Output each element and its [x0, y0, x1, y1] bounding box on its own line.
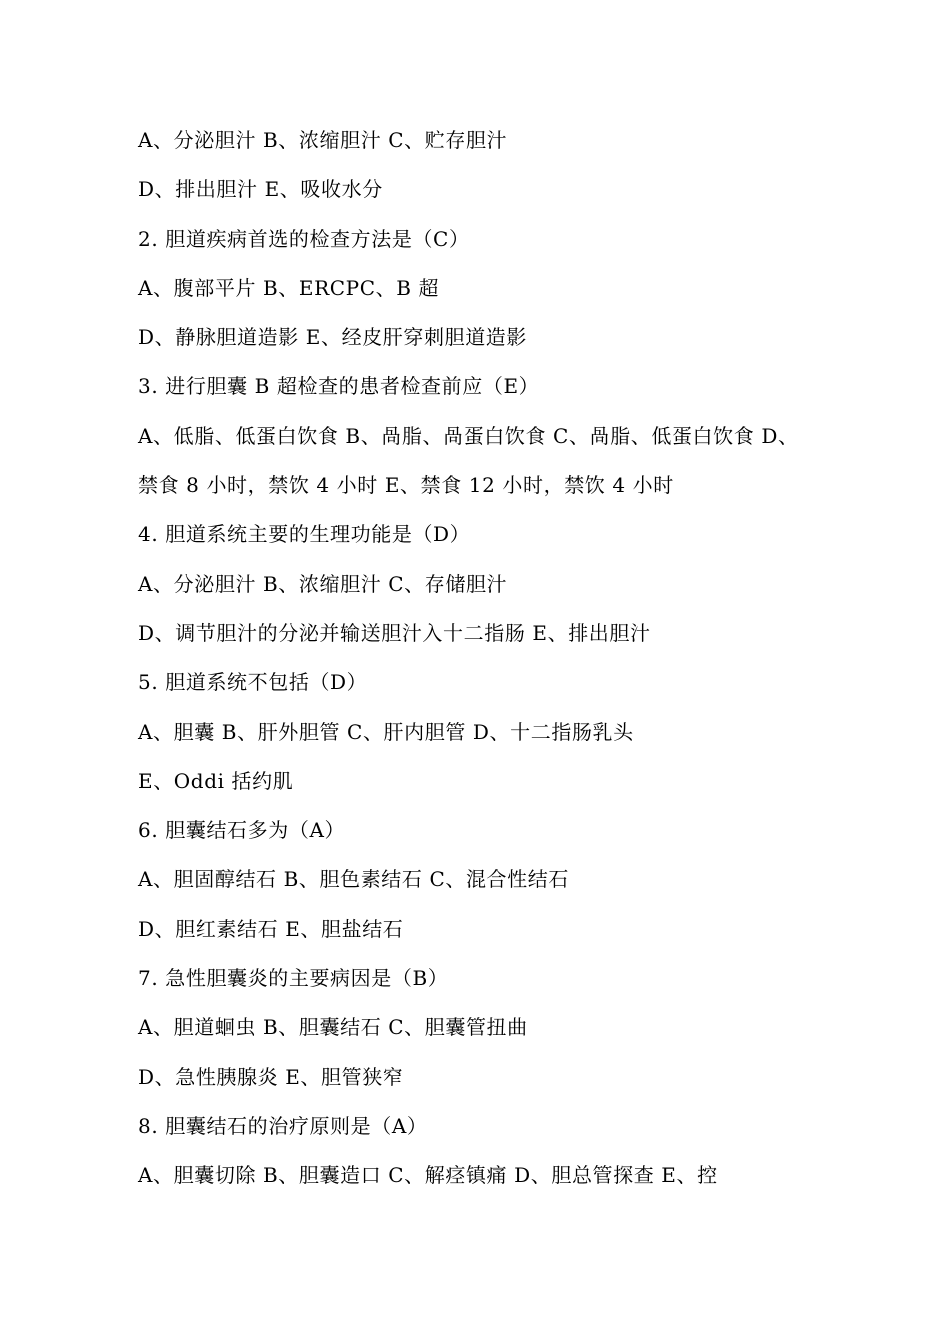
- text-line: 禁食 8 小时，禁饮 4 小时 E、禁食 12 小时，禁饮 4 小时: [138, 473, 674, 498]
- text-line: D、胆红素结石 E、胆盐结石: [138, 916, 404, 941]
- text-block: [138, 122, 838, 1207]
- question-line: 2. 胆道疾病首选的检查方法是（C）: [138, 226, 470, 251]
- text-line: A、胆囊切除 B、胆囊造口 C、解痉镇痛 D、胆总管探查 E、控: [138, 1163, 718, 1188]
- text-line: A、胆固醇结石 B、胆色素结石 C、混合性结石: [138, 867, 569, 892]
- text-line: A、胆囊 B、肝外胆管 C、肝内胆管 D、十二指肠乳头: [138, 719, 634, 744]
- text-line: D、调节胆汁的分泌并输送胆汁入十二指肠 E、排出胆汁: [138, 620, 651, 645]
- question-line: 3. 进行胆囊 B 超检查的患者检查前应（E）: [138, 374, 540, 399]
- text-line: A、低脂、低蛋白饮食 B、咼脂、咼蛋白饮食 C、咼脂、低蛋白饮食 D、: [138, 423, 799, 448]
- question-line: 7. 急性胆囊炎的主要病因是（B）: [138, 966, 449, 991]
- question-line: 5. 胆道系统不包括（D）: [138, 670, 368, 695]
- text-line: D、静脉胆道造影 E、经皮肝穿刺胆道造影: [138, 325, 527, 350]
- question-line: 6. 胆囊结石多为（A）: [138, 818, 346, 843]
- text-line: D、排出胆汁 E、吸收水分: [138, 177, 383, 202]
- text-line: A、分泌胆汁 B、浓缩胆汁 C、存储胆汁: [138, 571, 508, 596]
- text-line: A、胆道蛔虫 B、胆囊结石 C、胆囊管扭曲: [138, 1015, 528, 1040]
- question-line: 8. 胆囊结石的治疗原则是（A）: [138, 1113, 428, 1138]
- text-line: D、急性胰腺炎 E、胆管狭窄: [138, 1064, 404, 1089]
- text-line: A、腹部平片 B、ERCPC、B 超: [138, 275, 440, 300]
- question-line: 4. 胆道系统主要的生理功能是（D）: [138, 522, 471, 547]
- text-line: A、分泌胆汁 B、浓缩胆汁 C、贮存胆汁: [138, 128, 508, 152]
- text-line: E、Oddi 括约肌: [138, 768, 294, 793]
